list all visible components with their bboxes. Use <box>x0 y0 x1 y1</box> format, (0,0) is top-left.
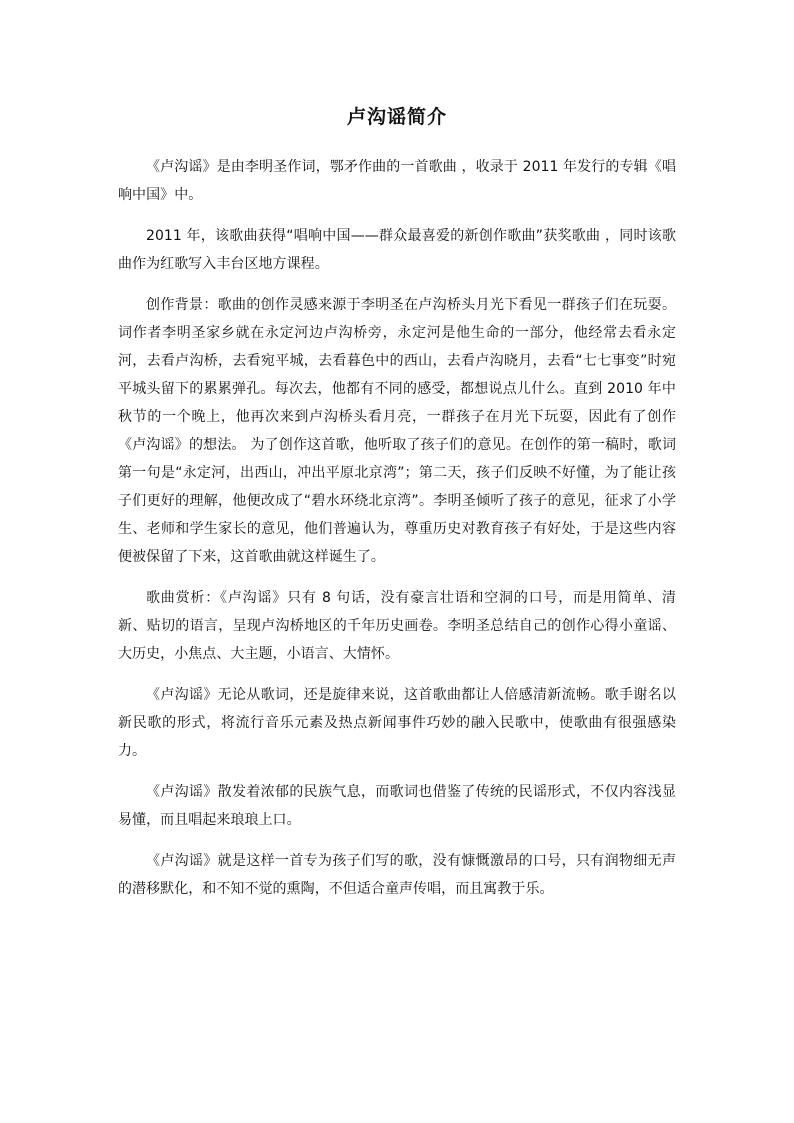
paragraph-intro: 《卢沟谣》是由李明圣作词，鄂矛作曲的一首歌曲 ，收录于 2011 年发行的专辑《唱响中国》中。 <box>118 159 676 203</box>
paragraph-melody: 《卢沟谣》无论从歌词，还是旋律来说，这首歌曲都让人倍感清新流畅。歌手谢名以新民歌的形式，将流行音乐元素及热点新闻事件巧妙的融入民歌中，使歌曲有很强感染力。 <box>118 687 676 759</box>
document-title: 卢沟谣简介 <box>346 106 447 128</box>
paragraph-appreciation: 歌曲赏析：《卢沟谣》只有 8 句话，没有豪言壮语和空洞的口号，而是用简单、清新、贴切的语言，呈现卢沟桥地区的千年历史画卷。李明圣总结自己的创作心得小童谣、大历史，小焦点、大主题，小语言、大情怀。 <box>118 590 676 662</box>
paragraph-folk-style: 《卢沟谣》散发着浓郁的民族气息，而歌词也借鉴了传统的民谣形式，不仅内容浅显易懂，而且唱起来琅琅上口。 <box>118 784 676 828</box>
paragraph-background: 创作背景：歌曲的创作灵感来源于李明圣在卢沟桥头月光下看见一群孩子们在玩耍。词作者李明圣家乡就在永定河边卢沟桥旁，永定河是他生命的一部分，他经常去看永定河，去看卢沟桥，去看宛平城，去看暮色中的西山，去看卢沟晓月，去看“七七事变”时宛平城头留下的累累弹孔。每次去，他都有不同的感受，都想说点儿什么。直到 2010 年中秋节的一个晚上，他再次来到卢沟桥头看月亮，一群孩子在月光下玩耍，因此有了创作《卢沟谣》的想法。 为了创作这首歌，他听取了孩子们的意见。在创作的第一稿时，歌词第一句是“永定河，出西山，冲出平原北京湾”；第二天，孩子们反映不好懂，为了能让孩子们更好的理解，他便改成了“碧水环绕北京湾”。李明圣倾听了孩子的意见，征求了小学生、老师和学生家长的意见，他们普遍认为，尊重历史对教育孩子有好处，于是这些内容便被保留了下来，这首歌曲就这样诞生了。 <box>118 297 676 565</box>
paragraph-award: 2011 年，该歌曲获得“唱响中国——群众最喜爱的新创作歌曲”获奖歌曲 ，同时该歌曲作为红歌写入丰台区地方课程。 <box>118 228 676 272</box>
paragraph-conclusion: 《卢沟谣》就是这样一首专为孩子们写的歌，没有慷慨激昂的口号，只有润物细无声的潜移默化，和不知不觉的熏陶，不但适合童声传唱，而且寓教于乐。 <box>118 853 676 897</box>
